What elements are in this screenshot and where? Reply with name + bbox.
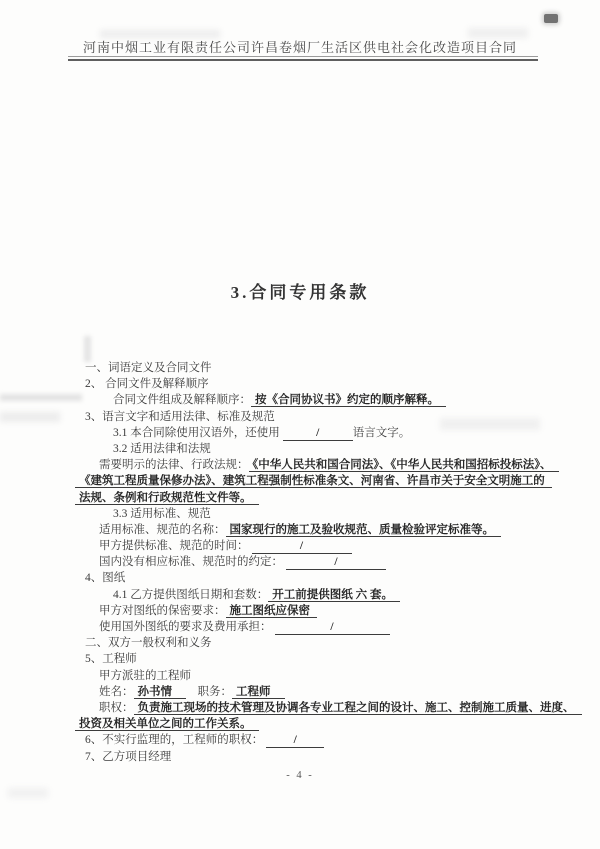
contract-line xyxy=(75,360,550,376)
scan-artifact xyxy=(0,412,60,422)
contract-line xyxy=(75,635,550,651)
line-text: 使用国外图纸的要求及费用承担： xyxy=(99,621,272,633)
contract-line xyxy=(75,409,550,425)
fill-value: 工程师 xyxy=(232,686,285,699)
fill-value: 孙书情 xyxy=(134,686,187,699)
contract-line xyxy=(75,700,575,716)
fill-value: 法规、条例和行政规范性文件等。 xyxy=(75,492,259,505)
contract-line xyxy=(75,441,550,457)
contract-line xyxy=(75,651,550,667)
line-text: 姓名： xyxy=(99,685,134,698)
line-text: 3.2 适用法律和法规 xyxy=(113,442,211,455)
line-text: 职务： xyxy=(186,685,232,698)
contract-body xyxy=(75,360,575,765)
blank-slash: / xyxy=(283,426,353,441)
line-text: 语言文字。 xyxy=(352,426,411,439)
line-text: 二、双方一般权利和义务 xyxy=(85,637,212,650)
contract-line xyxy=(75,522,550,538)
contract-line xyxy=(75,392,550,408)
line-text: 4、图纸 xyxy=(85,572,126,585)
contract-line xyxy=(75,473,550,489)
blank-slash: / xyxy=(275,620,390,635)
line-text: 甲方派驻的工程师 xyxy=(99,669,191,682)
line-text: 2、 合同文件及解释顺序 xyxy=(85,378,209,391)
blank-slash: / xyxy=(266,733,324,748)
contract-line xyxy=(75,668,550,684)
line-text: 一、词语定义及合同文件 xyxy=(85,362,212,374)
fill-value: 国家现行的施工及验收规范、质量检验评定标准等。 xyxy=(226,524,502,537)
line-text: 职权： xyxy=(99,701,134,714)
fill-value: 投资及相关单位之间的工作关系。 xyxy=(75,718,259,731)
fill-value: 负责施工现场的技术管理及协调各专业工程之间的设计、施工、控制施工质量、进度、 xyxy=(134,702,582,715)
page-title: 3.合同专用条款 xyxy=(230,283,370,302)
contract-line xyxy=(75,603,550,619)
contract-line xyxy=(75,587,550,603)
document-header: 河南中烟工业有限责任公司许昌卷烟厂生活区供电社会化改造项目合同 xyxy=(82,40,517,55)
contract-line xyxy=(75,716,550,732)
contract-line xyxy=(75,570,550,586)
contract-line xyxy=(75,457,550,473)
line-text: 4.1 乙方提供图纸日期和套数： xyxy=(113,588,269,601)
page-number: - 4 - xyxy=(286,770,314,781)
blank-slash: / xyxy=(252,539,352,554)
scan-artifact xyxy=(84,336,91,362)
line-text: 甲方提供标准、规范的时间： xyxy=(99,540,249,553)
line-text: 5、工程师 xyxy=(85,653,137,666)
contract-line xyxy=(75,490,550,506)
contract-line xyxy=(75,684,550,700)
line-text: 合同文件组成及解释顺序： xyxy=(113,394,251,407)
line-text: 适用标准、规范的名称： xyxy=(99,523,226,536)
line-text: 甲方对图纸的保密要求： xyxy=(99,604,226,617)
contract-line xyxy=(75,749,550,765)
scan-artifact xyxy=(8,788,48,798)
fill-value: 《建筑工程质量保修办法》、建筑工程强制性标准条文、河南省、许昌市关于安全文明施工的 xyxy=(75,475,552,488)
line-text: 3、语言文字和适用法律、标准及规范 xyxy=(85,410,275,423)
fill-value: 施工图纸应保密 xyxy=(226,605,318,618)
fill-value: 《中华人民共和国合同法》、《中华人民共和国招标投标法》、 xyxy=(249,459,559,472)
line-text: 6、不实行监理的，工程师的职权： xyxy=(85,734,264,747)
line-text: 7、乙方项目经理 xyxy=(85,750,172,763)
contract-line xyxy=(75,376,550,392)
blank-slash: / xyxy=(286,555,386,570)
line-text: 3.3 适用标准、规范 xyxy=(113,507,211,520)
contract-line xyxy=(75,619,550,635)
fill-value: 开工前提供图纸 六 套。 xyxy=(268,589,400,602)
header-divider xyxy=(68,56,538,61)
contract-line xyxy=(75,506,550,522)
contract-line xyxy=(75,554,550,570)
line-text: 国内没有相应标准、规范时的约定： xyxy=(99,556,283,569)
contract-line xyxy=(75,732,550,748)
line-text: 需要明示的法律、行政法规： xyxy=(99,459,249,472)
contract-line xyxy=(75,425,550,441)
contract-line xyxy=(75,538,550,554)
scan-artifact xyxy=(0,394,82,401)
scan-artifact xyxy=(544,14,558,23)
line-text: 3.1 本合同除使用汉语外，还使用 xyxy=(113,426,280,439)
fill-value: 按《合同协议书》约定的顺序解释。 xyxy=(251,394,446,407)
